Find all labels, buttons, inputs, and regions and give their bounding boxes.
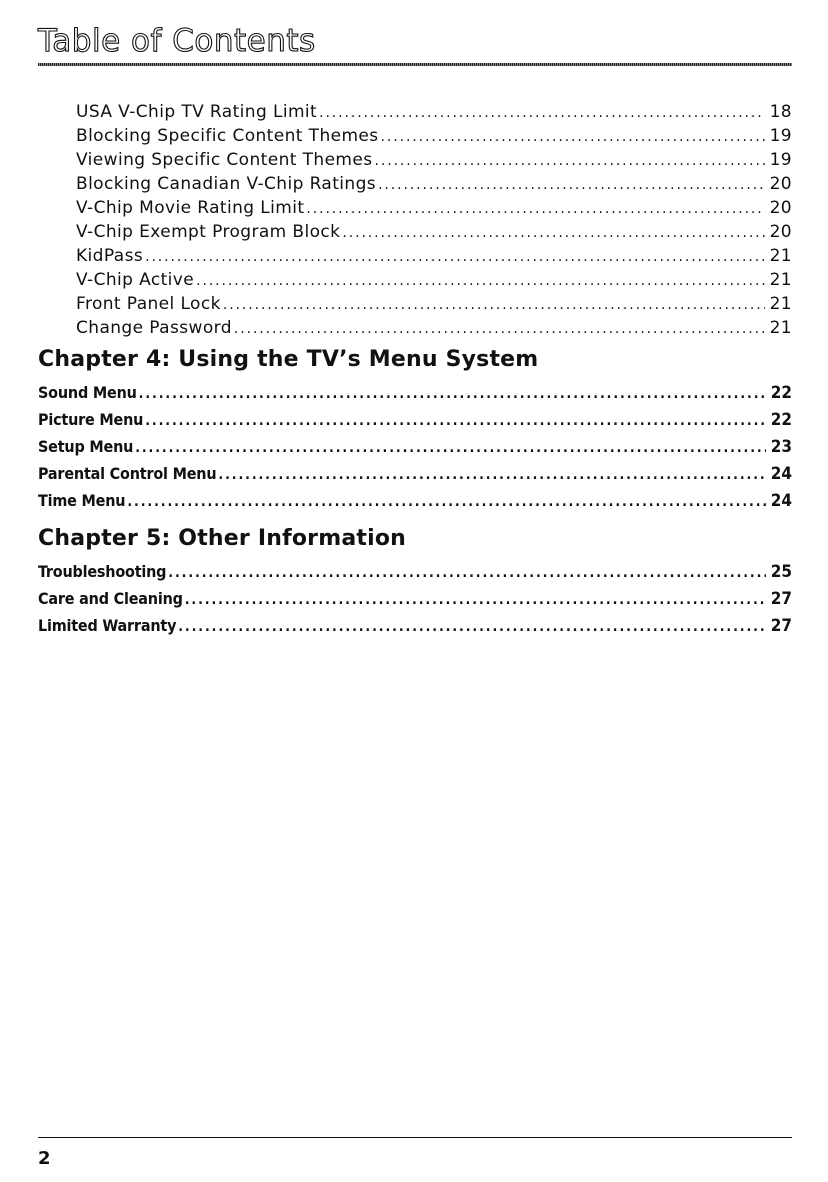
dot-leader [196,269,764,293]
dot-leader [342,221,764,245]
toc-entry-blocking-specific-content-themes[interactable] [76,124,792,149]
chapter-5-heading: Chapter 5: Other Information [38,526,407,551]
toc-entry-blocking-canadian-v-chip-ratings[interactable] [76,172,792,197]
toc-entry-label: Viewing Specific Content Themes [76,150,373,170]
toc-entry-troubleshooting[interactable] [38,559,792,586]
dot-leader [127,489,765,515]
toc-entry-page: 23 [770,437,792,457]
toc-entry-page: 24 [770,464,792,484]
dot-leader [135,435,766,461]
dot-leader [306,197,764,221]
toc-entry-parental-control-menu[interactable] [38,461,792,488]
dot-leader [168,560,765,586]
toc-entry-label: Limited Warranty [38,616,177,635]
toc-entry-kidpass[interactable] [76,244,792,269]
dot-leader [378,173,765,197]
dot-leader [139,381,766,407]
dot-leader [234,317,765,341]
toc-entry-time-menu[interactable] [38,488,792,515]
toc-entry-page: 20 [769,222,792,242]
toc-entry-picture-menu[interactable] [38,407,792,434]
toc-entry-v-chip-active[interactable] [76,268,792,293]
toc-entry-limited-warranty[interactable] [38,613,792,640]
toc-entry-page: 27 [770,589,792,609]
toc-entry-page: 19 [769,150,792,170]
dot-leader [145,245,764,269]
toc-entry-label: Setup Menu [38,437,134,456]
toc-entry-page: 24 [770,491,792,511]
toc-entry-label: Time Menu [38,491,126,510]
toc-entry-care-and-cleaning[interactable] [38,586,792,613]
dot-leader [381,125,765,149]
toc-entry-label: Troubleshooting [38,562,167,581]
toc-entry-label: Sound Menu [38,383,137,402]
toc-entry-sound-menu[interactable] [38,380,792,407]
toc-entry-v-chip-movie-rating-limit[interactable] [76,196,792,221]
toc-entry-page: 22 [770,410,792,430]
dot-leader [178,614,765,640]
page-title: Table of Contents [38,23,316,59]
toc-entry-page: 22 [770,383,792,403]
toc-entry-label: V-Chip Movie Rating Limit [76,198,305,218]
chapter-4-heading: Chapter 4: Using the TV’s Menu System [38,347,539,372]
toc-entry-page: 21 [769,270,792,290]
dot-leader [375,149,765,173]
dot-leader [223,293,765,317]
toc-entry-page: 21 [769,294,792,314]
toc-entry-page: 19 [769,126,792,146]
toc-entry-usa-v-chip-tv-rating-limit[interactable] [76,100,792,125]
toc-entry-change-password[interactable] [76,316,792,341]
dot-leader [145,408,765,434]
toc-entry-label: V-Chip Exempt Program Block [76,222,341,242]
toc-entry-page: 21 [769,246,792,266]
toc-entry-label: Blocking Canadian V-Chip Ratings [76,174,377,194]
toc-entry-viewing-specific-content-themes[interactable] [76,148,792,173]
toc-entry-label: Parental Control Menu [38,464,217,483]
toc-entry-label: Care and Cleaning [38,589,183,608]
toc-entry-page: 25 [770,562,792,582]
toc-entry-setup-menu[interactable] [38,434,792,461]
toc-entry-page: 20 [769,174,792,194]
toc-entry-label: USA V-Chip TV Rating Limit [76,102,318,122]
toc-entry-v-chip-exempt-program-block[interactable] [76,220,792,245]
toc-entry-label: KidPass [76,246,144,266]
page-number: 2 [38,1148,51,1169]
toc-entry-front-panel-lock[interactable] [76,292,792,317]
toc-entry-page: 20 [769,198,792,218]
toc-entry-label: Blocking Specific Content Themes [76,126,379,146]
dot-leader [185,587,766,613]
toc-entry-label: Change Password [76,318,232,338]
toc-entry-label: Picture Menu [38,410,144,429]
toc-entry-label: V-Chip Active [76,270,195,290]
toc-entry-page: 27 [770,616,792,636]
dot-leader [218,462,765,488]
footer-divider [38,1137,792,1138]
dot-leader [319,101,764,125]
toc-entry-label: Front Panel Lock [76,294,221,314]
toc-entry-page: 21 [769,318,792,338]
title-divider [38,63,792,66]
toc-entry-page: 18 [769,102,792,122]
